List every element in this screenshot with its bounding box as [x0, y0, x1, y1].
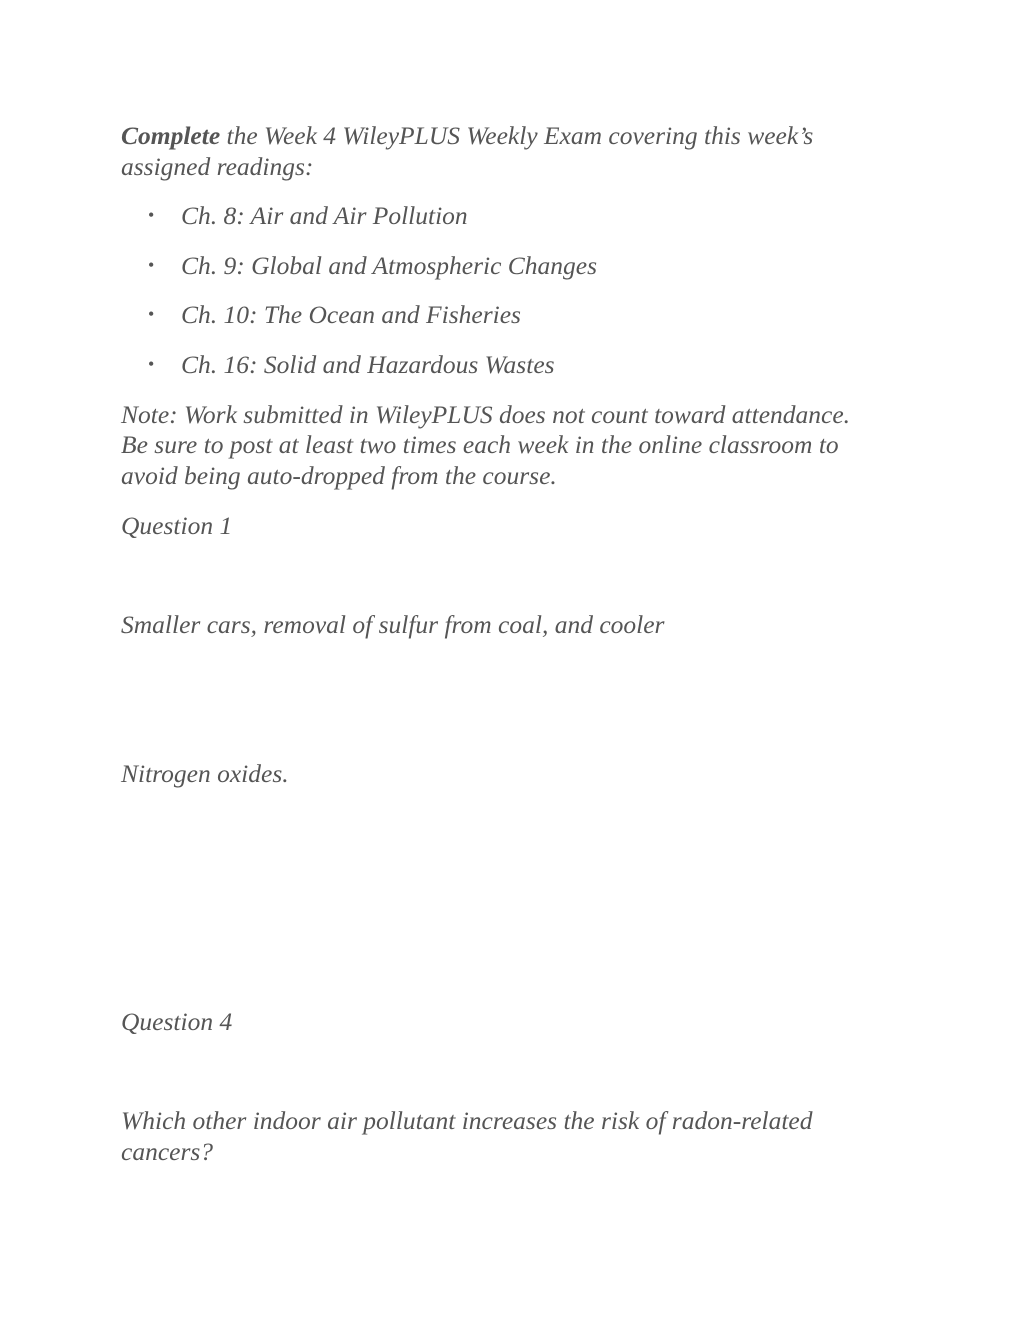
- reading-item-text: Ch. 9: Global and Atmospheric Changes: [181, 251, 598, 280]
- bullet-icon: •: [148, 354, 155, 374]
- reading-item-text: Ch. 10: The Ocean and Fisheries: [181, 300, 521, 329]
- question-4-label: Question 4: [121, 1007, 233, 1036]
- bullet-icon: •: [148, 304, 155, 324]
- intro-lead-rest: the Week 4 WileyPLUS Weekly Exam covering this week’s: [220, 121, 814, 150]
- reading-item: [148, 299, 521, 330]
- question-1-text: Smaller cars, removal of sulfur from coal, and cooler: [121, 610, 665, 639]
- reading-item: [148, 349, 555, 380]
- reading-item-text: Ch. 8: Air and Air Pollution: [181, 201, 468, 230]
- note-line-1: Note: Work submitted in WileyPLUS does not count toward attendance.: [121, 400, 851, 429]
- bullet-icon: •: [148, 255, 155, 275]
- question-4-line-2: cancers?: [121, 1137, 214, 1166]
- reading-item: [148, 200, 468, 231]
- question-4-line-1: Which other indoor air pollutant increases the risk of radon-related: [121, 1106, 813, 1135]
- intro-lead-bold: Complete: [121, 121, 221, 150]
- bullet-icon: •: [148, 205, 155, 225]
- reading-item-text: Ch. 16: Solid and Hazardous Wastes: [181, 350, 555, 379]
- reading-item: [148, 250, 597, 281]
- answer-nitrogen-oxides: Nitrogen oxides.: [121, 759, 289, 788]
- question-1-label: Question 1: [121, 511, 233, 540]
- intro-line-2: assigned readings:: [121, 152, 314, 181]
- note-line-2: Be sure to post at least two times each week in the online classroom to: [121, 430, 839, 459]
- note-line-3: avoid being auto-dropped from the course.: [121, 461, 557, 490]
- intro-line-1: [121, 120, 813, 151]
